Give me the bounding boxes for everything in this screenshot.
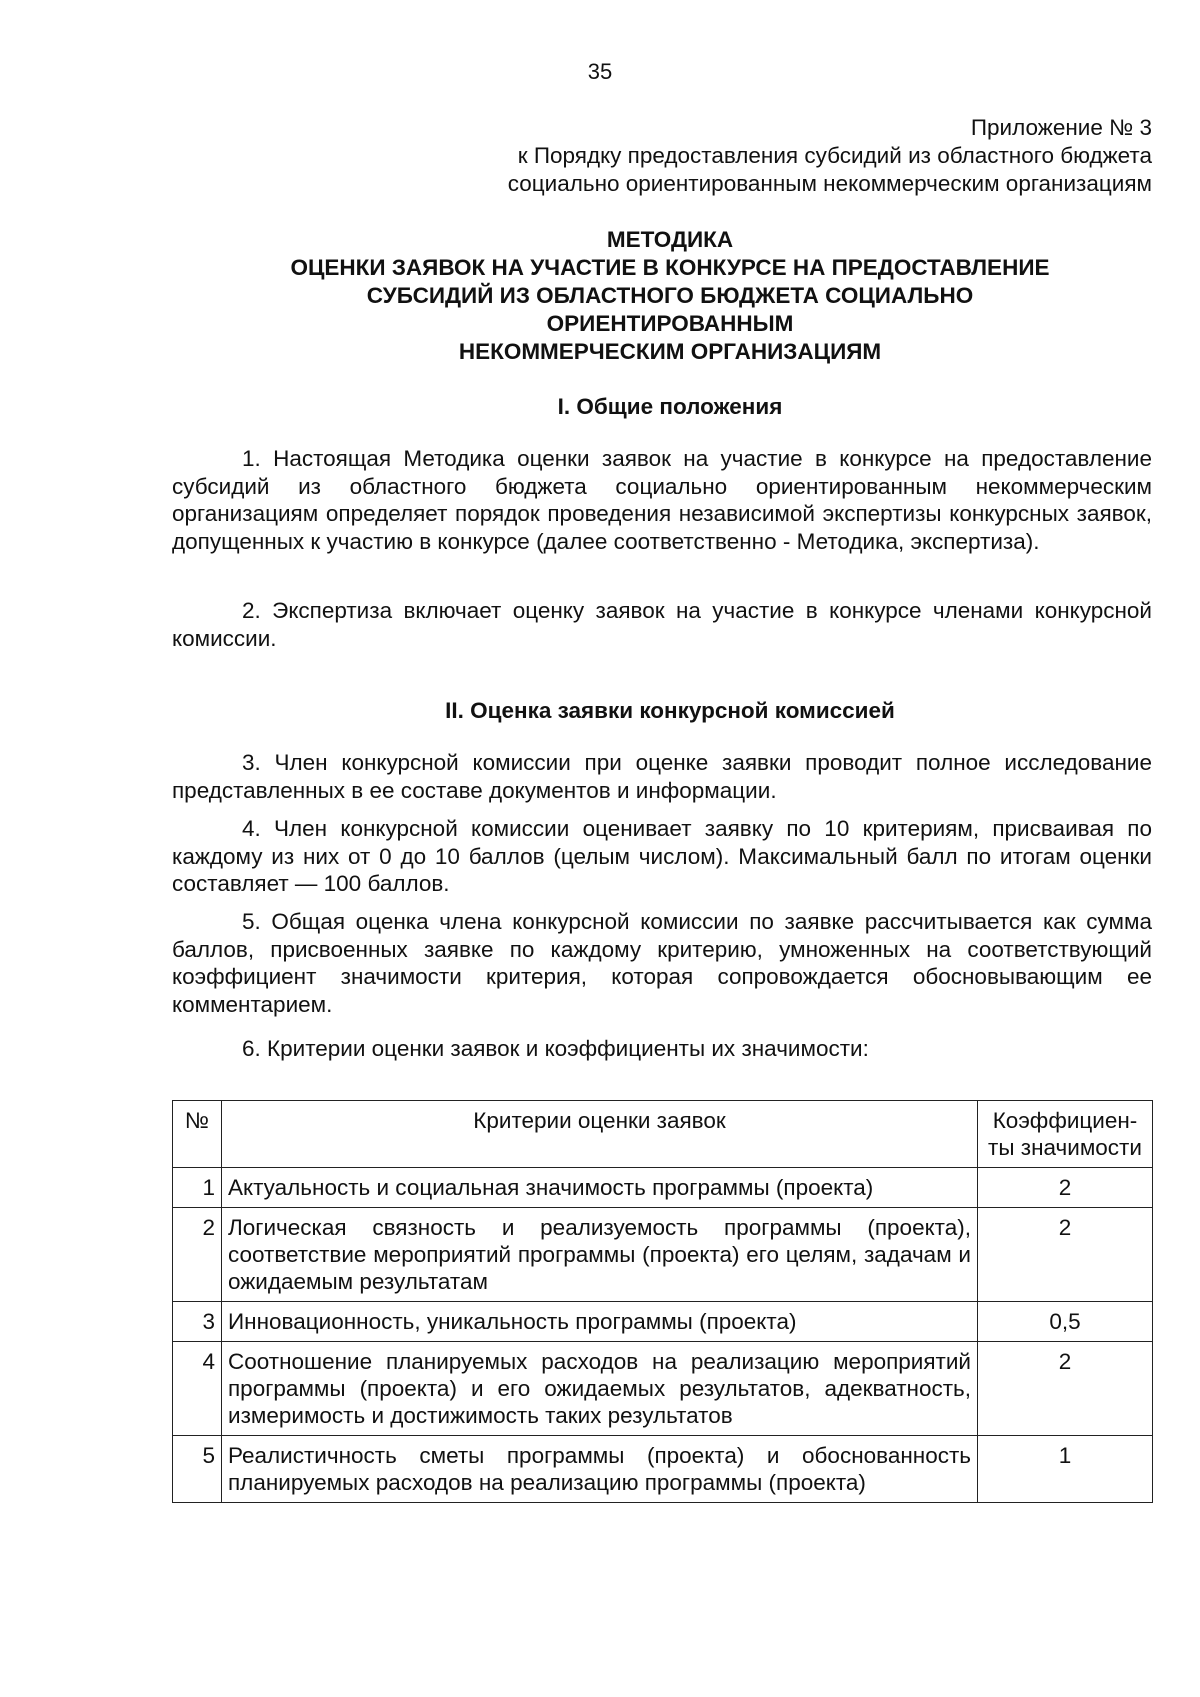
appendix-line-2: к Порядку предоставления субсидий из областного бюджета xyxy=(517,143,1152,168)
row-coefficient: 1 xyxy=(978,1436,1153,1503)
table-row xyxy=(173,1436,1153,1503)
paragraph-5 xyxy=(172,908,1152,1018)
table-row xyxy=(173,1208,1153,1302)
row-criterion: Актуальность и социальная значимость программы (проекта) xyxy=(222,1168,978,1208)
appendix-header xyxy=(352,114,1152,198)
paragraph-1 xyxy=(172,445,1152,555)
table-row xyxy=(173,1168,1153,1208)
paragraph-6 xyxy=(172,1035,1152,1063)
paragraph-4-text: 4. Член конкурсной комиссии оценивает заявку по 10 критериям, присваивая по каждому из них от 0 до 10 баллов (целым числом). Максимальный балл по итогам оценки составляет — 100 баллов. xyxy=(172,816,1152,896)
header-criterion: Критерии оценки заявок xyxy=(222,1101,978,1168)
row-coefficient: 2 xyxy=(978,1342,1153,1436)
row-number: 4 xyxy=(173,1342,222,1436)
paragraph-2-text: 2. Экспертиза включает оценку заявок на участие в конкурсе членами конкурсной комиссии. xyxy=(172,598,1152,651)
paragraph-1-text: 1. Настоящая Методика оценки заявок на участие в конкурсе на предоставление субсидий из областного бюджета социально ориентированным некоммерческим организациям определяет порядок проведения независимой экспертизы конкурсных заявок, допущенных к участию в конкурсе (далее соответственно - Методика, экспертиза). xyxy=(172,446,1152,554)
row-coefficient: 2 xyxy=(978,1208,1153,1302)
paragraph-3-text: 3. Член конкурсной комиссии при оценке заявки проводит полное исследование представленных в ее составе документов и информации. xyxy=(172,750,1152,803)
title-line-2: ОЦЕНКИ ЗАЯВОК НА УЧАСТИЕ В КОНКУРСЕ НА ПРЕДОСТАВЛЕНИЕ xyxy=(290,255,1050,280)
header-coefficient: Коэффициен-ты значимости xyxy=(978,1101,1153,1168)
section-2-heading: II. Оценка заявки конкурсной комиссией xyxy=(445,698,895,723)
row-number: 3 xyxy=(173,1302,222,1342)
title-line-5: НЕКОММЕРЧЕСКИМ ОРГАНИЗАЦИЯМ xyxy=(458,339,882,364)
title-line-3: СУБСИДИЙ ИЗ ОБЛАСТНОГО БЮДЖЕТА СОЦИАЛЬНО xyxy=(366,283,974,308)
row-number: 1 xyxy=(173,1168,222,1208)
table-row xyxy=(173,1342,1153,1436)
title-line-4: ОРИЕНТИРОВАННЫМ xyxy=(546,311,794,336)
row-coefficient: 2 xyxy=(978,1168,1153,1208)
row-criterion: Соотношение планируемых расходов на реализацию мероприятий программы (проекта) и его ожидаемых результатов, адекватность, измеримость и достижимость таких результатов xyxy=(222,1342,978,1436)
paragraph-3 xyxy=(172,749,1152,804)
table-row xyxy=(173,1302,1153,1342)
table-header-row xyxy=(173,1101,1153,1168)
row-criterion: Инновационность, уникальность программы (проекта) xyxy=(222,1302,978,1342)
appendix-line-3: социально ориентированным некоммерческим организациям xyxy=(507,171,1152,196)
page-number: 35 xyxy=(587,59,613,84)
title-line-1: МЕТОДИКА xyxy=(606,227,734,252)
paragraph-2 xyxy=(172,597,1152,652)
section-1-heading: I. Общие положения xyxy=(557,394,783,419)
row-number: 5 xyxy=(173,1436,222,1503)
header-number: № xyxy=(173,1101,222,1168)
criteria-table xyxy=(172,1100,1153,1503)
row-criterion: Реалистичность сметы программы (проекта) и обоснованность планируемых расходов на реализацию программы (проекта) xyxy=(222,1436,978,1503)
row-criterion: Логическая связность и реализуемость программы (проекта), соответствие мероприятий программы (проекта) его целям, задачам и ожидаемым результатам xyxy=(222,1208,978,1302)
document-title xyxy=(170,226,1170,366)
paragraph-5-text: 5. Общая оценка члена конкурсной комиссии по заявке рассчитывается как сумма баллов, присвоенных заявке по каждому критерию, умноженных на соответствующий коэффициент значимости критерия, которая сопровождается обосновывающим ее комментарием. xyxy=(172,909,1152,1017)
paragraph-6-text: 6. Критерии оценки заявок и коэффициенты их значимости: xyxy=(242,1036,869,1061)
appendix-line-1: Приложение № 3 xyxy=(970,115,1152,140)
paragraph-4 xyxy=(172,815,1152,898)
row-coefficient: 0,5 xyxy=(978,1302,1153,1342)
row-number: 2 xyxy=(173,1208,222,1302)
